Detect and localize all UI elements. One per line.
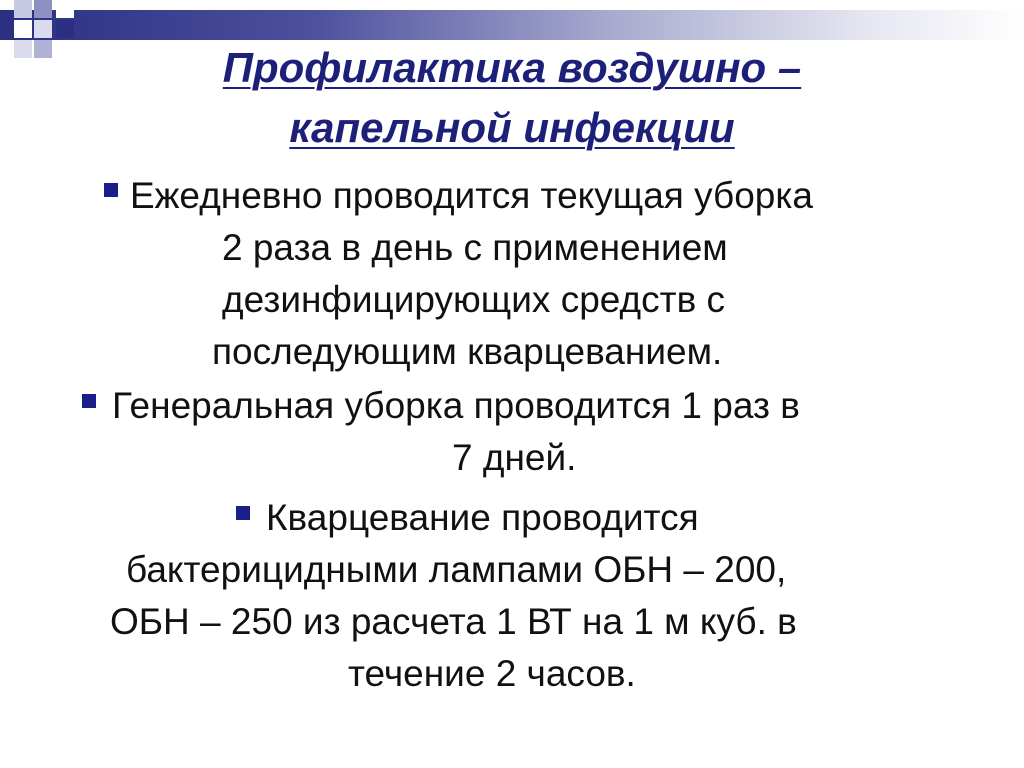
bullet-text-line: 2 раза в день с применением <box>222 227 728 268</box>
decor-square <box>56 0 74 18</box>
decor-square <box>34 20 52 38</box>
bullet-text-line: Генеральная уборка проводится 1 раз в <box>112 385 800 426</box>
bullet-text-line: последующим кварцеванием. <box>212 331 723 372</box>
bullet-text-line: бактерицидными лампами ОБН – 200, <box>126 549 787 590</box>
bullet-text-line: Кварцевание проводится <box>266 497 699 538</box>
decor-square <box>34 0 52 18</box>
slide-title-line-2: капельной инфекции <box>289 104 735 151</box>
slide-title-line-1: Профилактика воздушно – <box>222 44 802 91</box>
bullet-text-line: 7 дней. <box>452 437 577 478</box>
bullet-square-icon <box>82 394 96 408</box>
header-gradient-bar <box>0 10 1024 40</box>
bullet-text-line: дезинфицирующих средств с <box>222 279 726 320</box>
slide-title <box>0 38 1024 158</box>
decor-square <box>56 20 74 38</box>
bullet-square-icon <box>104 183 118 197</box>
decor-square <box>14 20 32 38</box>
bullet-text-line: ОБН – 250 из расчета 1 ВТ на 1 м куб. в <box>110 601 797 642</box>
bullet-text-line: Ежедневно проводится текущая уборка <box>130 175 813 216</box>
bullet-square-icon <box>236 506 250 520</box>
bullet-text-line: течение 2 часов. <box>348 653 636 694</box>
decor-square <box>14 0 32 18</box>
